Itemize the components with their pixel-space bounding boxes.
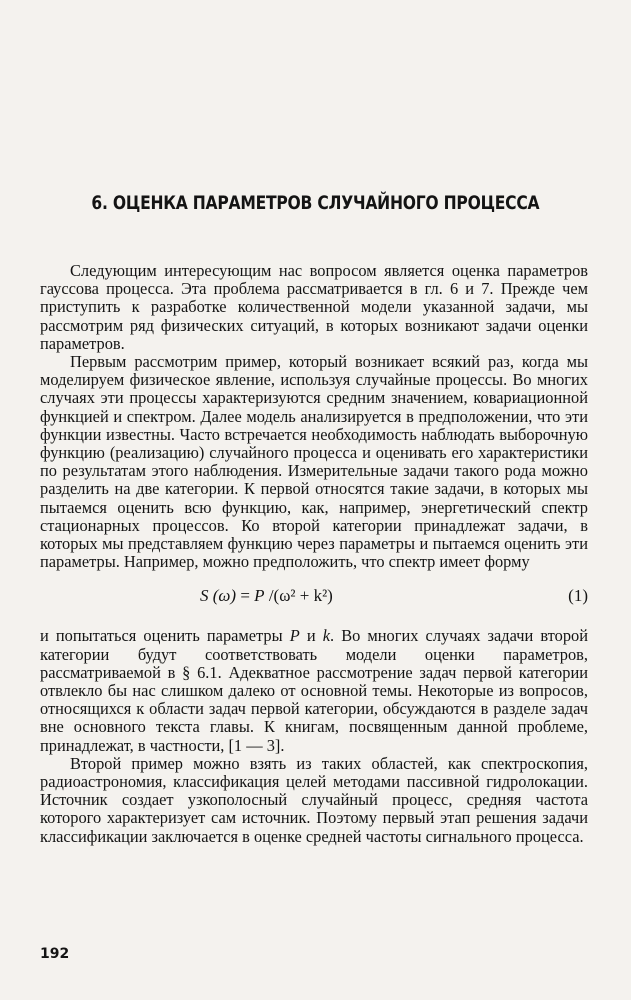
formula-expression	[200, 587, 333, 605]
chapter-title: 6. ОЦЕНКА ПАРАМЕТРОВ СЛУЧАЙНОГО ПРОЦЕССА	[91, 192, 540, 214]
continuation-and: и	[299, 626, 323, 646]
continuation-rest: . Во многих случаях задачи второй категории будут соответствовать модели оценки параметров, рассматриваемой в § 6.1. Адекватное рассмотрение задач первой категории отвлекло бы нас слишком далеко от основной темы. Некоторые из вопросов, относящихся к области задач первой категории, обсуждаются в разделе задач вне основного текста главы. К книгам, посвященным данной проблеме, принадлежат, в частности, [1 — 3].	[40, 626, 588, 755]
formula-p: P	[254, 586, 265, 606]
var-k: k	[322, 626, 330, 646]
formula-lhs: S (ω)	[200, 586, 237, 606]
var-p: P	[289, 626, 300, 646]
paragraph-continuation	[40, 627, 588, 754]
body-text	[40, 262, 588, 846]
continuation-start: и попытаться оценить параметры	[40, 626, 290, 646]
formula-number: (1)	[568, 586, 588, 606]
formula-denominator: /(ω² + k²)	[264, 586, 333, 606]
page-number: 192	[40, 946, 70, 962]
paragraph-first-example: Первым рассмотрим пример, который возникает всякий раз, когда мы моделируем физическое явление, используя случайные процессы. Во многих случаях эти процессы характеризуются средним значением, ковариационной функцией и спектром. Далее модель анализируется в предположении, что эти функции известны. Часто встречается необходимость наблюдать выборочную функцию (реализацию) случайного процесса и оценивать его характеристики по результатам этого наблюдения. Измерительные задачи такого рода можно разделить на две категории. К первой относятся такие задачи, в которых мы пытаемся оценить всю функцию, как, например, энергетический спектр стационарных процессов. Ко второй категории принадлежат задачи, в которых мы представляем функцию через параметры и пытаемся оценить эти параметры. Например, можно предположить, что спектр имеет форму	[40, 352, 588, 572]
spectrum-formula	[40, 571, 588, 627]
paragraph-second-example: Второй пример можно взять из таких областей, как спектроскопия, радиоастрономия, классификация целей методами пассивной гидролокации. Источник создает узкополосный случайный процесс, средняя частота которого характеризует сам источник. Поэтому первый этап решения задачи классификации заключается в оценке средней частоты сигнального процесса.	[40, 753, 588, 846]
formula-equals: =	[236, 586, 255, 606]
paragraph-intro: Следующим интересующим нас вопросом является оценка параметров гауссова процесса. Эта проблема рассматривается в гл. 6 и 7. Прежде чем приступить к разработке количественной модели указанной задачи, мы рассмотрим ряд физических ситуаций, в которых возникают задачи оценки параметров.	[40, 261, 588, 353]
